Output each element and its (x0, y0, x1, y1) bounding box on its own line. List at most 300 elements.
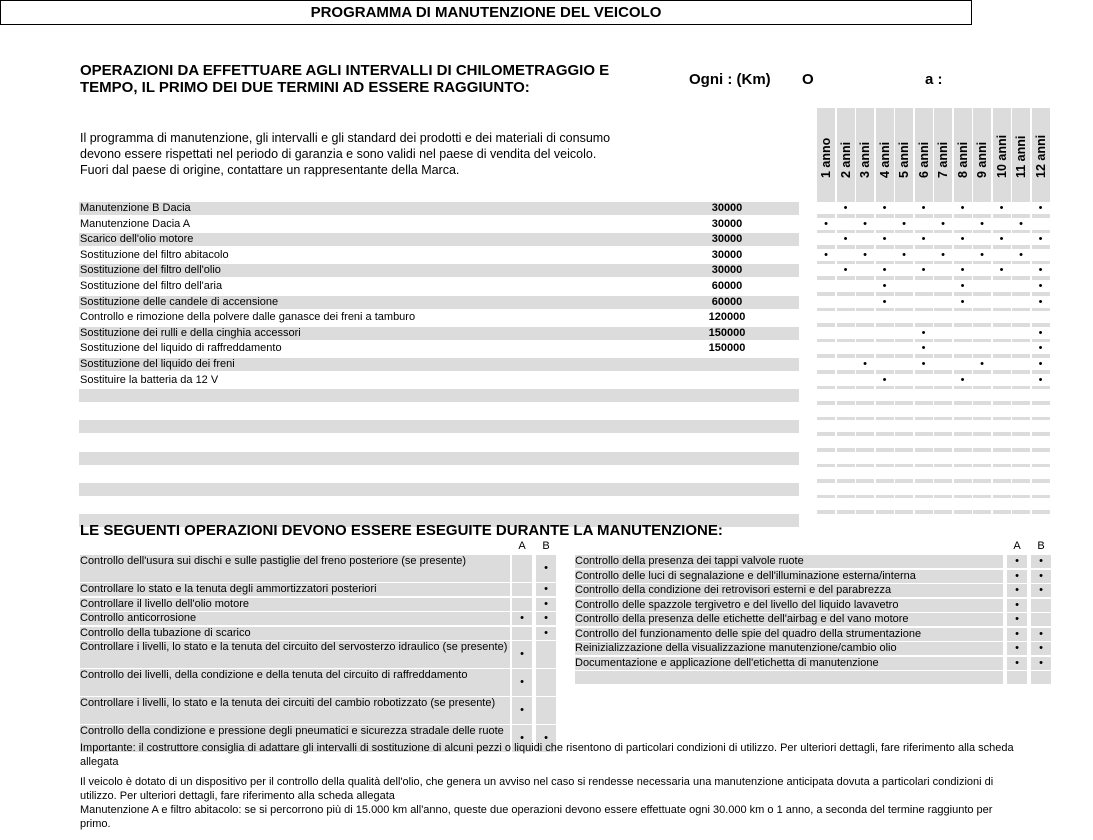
schedule-cell (895, 498, 913, 510)
schedule-cell (934, 467, 952, 479)
schedule-row (79, 202, 799, 215)
schedule-cell (837, 342, 855, 354)
year-column (993, 108, 1011, 514)
schedule-cell (856, 389, 874, 401)
schedule-cell (817, 342, 835, 354)
schedule-cell (1012, 436, 1030, 448)
schedule-cell (915, 405, 933, 417)
schedule-cell (876, 498, 894, 510)
schedule-cell: • (876, 233, 894, 245)
operation-b-cell: • (1031, 570, 1051, 583)
schedule-cell (934, 202, 952, 214)
operation-row (80, 583, 558, 598)
year-header: 9 anni (975, 141, 989, 178)
schedule-row-label: Sostituire la batteria da 12 V (80, 373, 219, 386)
schedule-cell (817, 374, 835, 386)
schedule-cell (1012, 327, 1030, 339)
schedule-cell (856, 233, 874, 245)
schedule-cell (954, 483, 972, 495)
schedule-cell (837, 452, 855, 464)
schedule-row (79, 280, 799, 293)
operation-label (575, 671, 1003, 684)
year-header: 12 anni (1033, 134, 1048, 178)
operation-a-cell: • (1007, 628, 1027, 641)
operation-row (575, 642, 1053, 657)
operation-a-cell: • (512, 612, 532, 625)
note-importante (80, 741, 1060, 769)
schedule-cell (993, 280, 1011, 292)
schedule-cell (934, 452, 952, 464)
schedule-row-label: Controllo e rimozione della polvere dalle ganasce dei freni a tamburo (80, 311, 416, 324)
operation-b-cell (1031, 613, 1051, 626)
schedule-cell: • (1012, 218, 1030, 230)
schedule-cell: • (837, 202, 855, 214)
section1-heading (80, 62, 609, 96)
schedule-cell: • (954, 374, 972, 386)
schedule-cell (934, 405, 952, 417)
year-header: 7 anni (936, 141, 950, 178)
schedule-cell (837, 436, 855, 448)
schedule-cell (817, 436, 835, 448)
schedule-cell (1032, 218, 1050, 230)
operation-row (80, 612, 558, 627)
schedule-cell (1012, 342, 1030, 354)
schedule-cell (856, 327, 874, 339)
schedule-cell (817, 296, 835, 308)
schedule-cell: • (934, 249, 952, 261)
operation-row (80, 697, 558, 725)
schedule-cell: • (954, 296, 972, 308)
operation-a-cell: • (1007, 584, 1027, 597)
col-a-header-right: A (1013, 540, 1021, 552)
schedule-cell (837, 374, 855, 386)
schedule-row (79, 358, 799, 371)
schedule-row (79, 327, 799, 340)
schedule-cell: • (915, 327, 933, 339)
schedule-cell (934, 389, 952, 401)
schedule-row (79, 467, 799, 480)
schedule-cell (915, 389, 933, 401)
note-oil-line1: Il veicolo è dotato di un dispositivo per il controllo della qualità dell'olio, che genera un avviso nel caso si rendesse necessaria una manutenzione anticipata dovuta a particolari condizioni di (80, 776, 994, 788)
schedule-cell (993, 342, 1011, 354)
schedule-row (79, 436, 799, 449)
schedule-cell (934, 296, 952, 308)
schedule-cell (993, 327, 1011, 339)
schedule-cell (1032, 249, 1050, 261)
schedule-cell (856, 467, 874, 479)
schedule-cell (1012, 311, 1030, 323)
schedule-cell (915, 452, 933, 464)
operation-label: Controllo del funzionamento delle spie del quadro della strumentazione (575, 628, 1003, 641)
schedule-cell (837, 249, 855, 261)
operation-a-cell (512, 555, 532, 582)
schedule-cell: • (954, 233, 972, 245)
schedule-cell (993, 452, 1011, 464)
intro-line3: Fuori dal paese di origine, contattare un rappresentante della Marca. (80, 163, 460, 177)
year-header: 4 anni (877, 141, 892, 178)
schedule-cell (895, 514, 913, 526)
year-column (856, 108, 874, 514)
schedule-cell (1032, 405, 1050, 417)
schedule-cell (895, 327, 913, 339)
operation-label: Controllo dell'usura sui dischi e sulle pastiglie del freno posteriore (se presente) (80, 555, 510, 582)
schedule-cell (876, 420, 894, 432)
schedule-row-label: Manutenzione B Dacia (80, 202, 191, 214)
operation-a-cell (512, 627, 532, 640)
year-column (915, 108, 933, 514)
schedule-cell (817, 202, 835, 214)
schedule-cell (973, 389, 991, 401)
operation-b-cell: • (536, 612, 556, 625)
schedule-cell (876, 467, 894, 479)
schedule-cell (856, 530, 874, 542)
schedule-cell (895, 436, 913, 448)
schedule-row-label: Sostituzione del filtro dell'olio (80, 264, 221, 277)
schedule-row (79, 311, 799, 324)
operation-b-cell (536, 697, 556, 724)
schedule-row-km: 30000 (711, 264, 743, 277)
schedule-cell (915, 483, 933, 495)
schedule-cell (993, 498, 1011, 510)
schedule-cell (837, 389, 855, 401)
schedule-cell (895, 296, 913, 308)
operation-row (575, 599, 1053, 614)
col-a-header-left: A (518, 540, 526, 552)
schedule-cell (895, 374, 913, 386)
schedule-cell (954, 327, 972, 339)
schedule-cell: • (1032, 280, 1050, 292)
schedule-cell (817, 498, 835, 510)
operation-b-cell: • (1031, 584, 1051, 597)
schedule-cell (973, 483, 991, 495)
schedule-cell (895, 342, 913, 354)
schedule-row-km: 30000 (711, 202, 743, 214)
operation-label: Controllo della presenza delle etichette dell'airbag e del vano motore (575, 613, 1003, 626)
schedule-cell (1012, 233, 1030, 245)
schedule-cell (895, 452, 913, 464)
schedule-cell (856, 342, 874, 354)
schedule-cell (895, 202, 913, 214)
note-importante-line1: Importante: il costruttore consiglia di adattare gli intervalli di sostituzione di alcuni pezzi o liquidi che risentono di particolari condizioni di utilizzo. Per ulteriori dettagli, fare riferimento alla scheda (80, 742, 1014, 754)
operation-a-cell: • (1007, 599, 1027, 612)
operation-b-cell: • (536, 583, 556, 596)
schedule-cell (1012, 498, 1030, 510)
schedule-cell (915, 311, 933, 323)
schedule-cell: • (993, 202, 1011, 214)
schedule-cell (837, 358, 855, 370)
schedule-row (79, 342, 799, 355)
schedule-cell (915, 296, 933, 308)
schedule-cell: • (1032, 342, 1050, 354)
schedule-cell (973, 436, 991, 448)
schedule-cell (1012, 452, 1030, 464)
schedule-cell (993, 218, 1011, 230)
schedule-row (79, 420, 799, 433)
schedule-cell (1012, 483, 1030, 495)
section2-heading: LE SEGUENTI OPERAZIONI DEVONO ESSERE ESEGUITE DURANTE LA MANUTENZIONE: (80, 522, 723, 539)
schedule-cell (954, 311, 972, 323)
schedule-cell (993, 389, 1011, 401)
schedule-cell (856, 514, 874, 526)
section1-heading-line2: TEMPO, IL PRIMO DEI DUE TERMINI AD ESSERE RAGGIUNTO: (80, 79, 530, 96)
schedule-cell (876, 327, 894, 339)
schedule-cell: • (993, 264, 1011, 276)
schedule-cell: • (1032, 296, 1050, 308)
operation-a-cell: • (512, 697, 532, 724)
operation-row (575, 671, 1053, 686)
schedule-row-km: 30000 (711, 217, 743, 230)
schedule-cell (1032, 498, 1050, 510)
year-header: 1 anno (819, 137, 833, 178)
schedule-cell (954, 467, 972, 479)
schedule-cell (973, 311, 991, 323)
schedule-cell (837, 530, 855, 542)
schedule-cell (1032, 514, 1050, 526)
operation-row (575, 555, 1053, 570)
schedule-cell (934, 420, 952, 432)
year-header: 5 anni (897, 141, 911, 178)
operation-row (575, 657, 1053, 672)
intro-line1: Il programma di manutenzione, gli intervalli e gli standard dei prodotti e dei materiali di consumo (80, 131, 611, 145)
schedule-cell: • (856, 218, 874, 230)
year-column (895, 108, 913, 514)
schedule-cell (856, 296, 874, 308)
schedule-cell (915, 514, 933, 526)
schedule-cell (993, 249, 1011, 261)
note-importante-line2: allegata (80, 756, 119, 768)
schedule-row (79, 452, 799, 465)
year-header: 10 anni (994, 134, 1009, 178)
schedule-cell: • (1032, 358, 1050, 370)
operation-row (575, 628, 1053, 643)
operation-a-cell: • (1007, 613, 1027, 626)
schedule-cell (876, 514, 894, 526)
year-column (954, 108, 972, 514)
schedule-cell (1032, 436, 1050, 448)
year-column (1012, 108, 1030, 514)
schedule-cell: • (895, 218, 913, 230)
schedule-cell (856, 420, 874, 432)
schedule-cell (817, 280, 835, 292)
operation-label: Controllo della tubazione di scarico (80, 627, 510, 640)
schedule-cell: • (915, 342, 933, 354)
schedule-cell (876, 358, 894, 370)
schedule-cell (934, 374, 952, 386)
schedule-cell (973, 514, 991, 526)
schedule-cell (876, 452, 894, 464)
schedule-cell (954, 436, 972, 448)
schedule-cell (1012, 358, 1030, 370)
schedule-cell (1012, 389, 1030, 401)
schedule-cell: • (1032, 374, 1050, 386)
operation-label: Controllo della presenza dei tappi valvole ruote (575, 555, 1003, 568)
schedule-cell (934, 327, 952, 339)
schedule-cell (895, 420, 913, 432)
schedule-cell: • (915, 264, 933, 276)
schedule-cell (1012, 420, 1030, 432)
operation-b-cell: • (536, 725, 556, 752)
schedule-cell (993, 405, 1011, 417)
schedule-cell (895, 280, 913, 292)
schedule-cell (876, 436, 894, 448)
schedule-cell (837, 498, 855, 510)
operation-a-cell: • (1007, 555, 1027, 568)
schedule-cell (993, 296, 1011, 308)
year-header: 3 anni (858, 141, 872, 178)
schedule-cell: • (837, 264, 855, 276)
schedule-cell (837, 467, 855, 479)
year-column (817, 108, 835, 514)
schedule-cell (954, 405, 972, 417)
operation-row (80, 555, 558, 583)
operation-a-cell: • (1007, 657, 1027, 670)
schedule-cell (973, 405, 991, 417)
schedule-cell (876, 530, 894, 542)
operation-b-cell: • (536, 627, 556, 640)
note-maintenance (80, 803, 1060, 831)
schedule-cell (895, 405, 913, 417)
operation-label: Controllo delle spazzole tergivetro e del livello del liquido lavavetro (575, 599, 1003, 612)
schedule-cell (993, 358, 1011, 370)
schedule-cell (817, 467, 835, 479)
year-header: 8 anni (955, 141, 970, 178)
schedule-cell: • (954, 202, 972, 214)
schedule-row-km: 150000 (708, 342, 746, 355)
year-column (973, 108, 991, 514)
schedule-cell (817, 233, 835, 245)
schedule-cell (954, 514, 972, 526)
schedule-cell (876, 405, 894, 417)
schedule-cell (934, 358, 952, 370)
operation-b-cell: • (1031, 657, 1051, 670)
schedule-row-label: Manutenzione Dacia A (80, 217, 191, 230)
operation-label: Controllare lo stato e la tenuta degli ammortizzatori posteriori (80, 583, 510, 596)
operation-label: Controllare i livelli, lo stato e la tenuta dei circuiti del cambio robotizzato (se presente) (80, 697, 510, 724)
schedule-cell (837, 327, 855, 339)
schedule-row-km: 30000 (711, 248, 743, 261)
schedule-cell (993, 514, 1011, 526)
schedule-cell (915, 218, 933, 230)
schedule-row-label: Sostituzione del filtro abitacolo (80, 248, 229, 261)
schedule-cell: • (856, 358, 874, 370)
schedule-cell: • (973, 358, 991, 370)
schedule-cell (934, 342, 952, 354)
schedule-cell (973, 530, 991, 542)
schedule-cell: • (837, 233, 855, 245)
schedule-cell (1012, 296, 1030, 308)
operation-label: Controllo dei livelli, della condizione e della tenuta del circuito di raffreddamento (80, 669, 510, 696)
schedule-cell (1012, 467, 1030, 479)
schedule-cell (973, 374, 991, 386)
schedule-cell (915, 467, 933, 479)
schedule-cell (934, 264, 952, 276)
schedule-cell (895, 264, 913, 276)
schedule-cell: • (856, 249, 874, 261)
schedule-cell (856, 264, 874, 276)
schedule-cell (837, 420, 855, 432)
schedule-cell: • (915, 358, 933, 370)
schedule-cell (1012, 405, 1030, 417)
schedule-cell (837, 280, 855, 292)
schedule-row-km: 60000 (711, 295, 743, 308)
schedule-cell (973, 233, 991, 245)
o-label: O (802, 71, 814, 88)
operation-label: Controllo delle luci di segnalazione e dell'illuminazione esterna/interna (575, 570, 1003, 583)
note-oil (80, 775, 1060, 803)
operation-b-cell: • (1031, 642, 1051, 655)
schedule-row (79, 264, 799, 277)
schedule-cell (934, 514, 952, 526)
operation-row (80, 669, 558, 697)
operation-b-cell: • (536, 598, 556, 611)
schedule-row-km: 30000 (711, 233, 743, 246)
schedule-cell: • (915, 233, 933, 245)
schedule-cell (817, 530, 835, 542)
schedule-cell (993, 436, 1011, 448)
schedule-cell: • (1032, 327, 1050, 339)
schedule-cell: • (1032, 264, 1050, 276)
schedule-cell: • (876, 374, 894, 386)
col-b-header-left: B (542, 540, 550, 552)
schedule-cell (1012, 514, 1030, 526)
schedule-cell (915, 436, 933, 448)
operation-label: Controllo della condizione dei retrovisori esterni e del parabrezza (575, 584, 1003, 597)
schedule-cell (993, 483, 1011, 495)
schedule-cell (856, 280, 874, 292)
schedule-cell (993, 311, 1011, 323)
schedule-cell (954, 342, 972, 354)
operation-a-cell: • (512, 669, 532, 696)
operation-label: Controllare i livelli, lo stato e la tenuta del circuito del servosterzo idraulico (se presente) (80, 641, 510, 668)
schedule-cell (1032, 389, 1050, 401)
schedule-cell (954, 249, 972, 261)
year-header: 11 anni (1014, 135, 1028, 178)
schedule-cell (973, 342, 991, 354)
operation-b-cell (1031, 599, 1051, 612)
schedule-cell: • (973, 218, 991, 230)
schedule-cell (817, 389, 835, 401)
schedule-cell: • (876, 202, 894, 214)
schedule-cell (973, 296, 991, 308)
schedule-cell (1012, 264, 1030, 276)
operation-b-cell: • (536, 555, 556, 582)
schedule-cell (895, 389, 913, 401)
schedule-cell: • (876, 296, 894, 308)
schedule-row-label: Sostituzione del liquido di raffreddamento (80, 342, 282, 355)
operation-row (575, 613, 1053, 628)
schedule-cell (895, 467, 913, 479)
schedule-cell (934, 233, 952, 245)
schedule-cell (934, 483, 952, 495)
schedule-row-label: Scarico dell'olio motore (80, 233, 194, 246)
schedule-cell (954, 218, 972, 230)
schedule-cell (837, 311, 855, 323)
schedule-cell (1032, 452, 1050, 464)
year-header: 2 anni (838, 141, 853, 178)
schedule-cell: • (954, 264, 972, 276)
schedule-cell (934, 436, 952, 448)
schedule-cell (817, 264, 835, 276)
operation-a-cell: • (512, 725, 532, 752)
schedule-cell (876, 389, 894, 401)
schedule-cell (817, 405, 835, 417)
operation-b-cell: • (1031, 628, 1051, 641)
note-maintenance-line2: primo. (80, 818, 111, 830)
schedule-row-km: 150000 (708, 326, 746, 339)
schedule-cell: • (993, 233, 1011, 245)
schedule-cell (856, 452, 874, 464)
schedule-cell (915, 498, 933, 510)
